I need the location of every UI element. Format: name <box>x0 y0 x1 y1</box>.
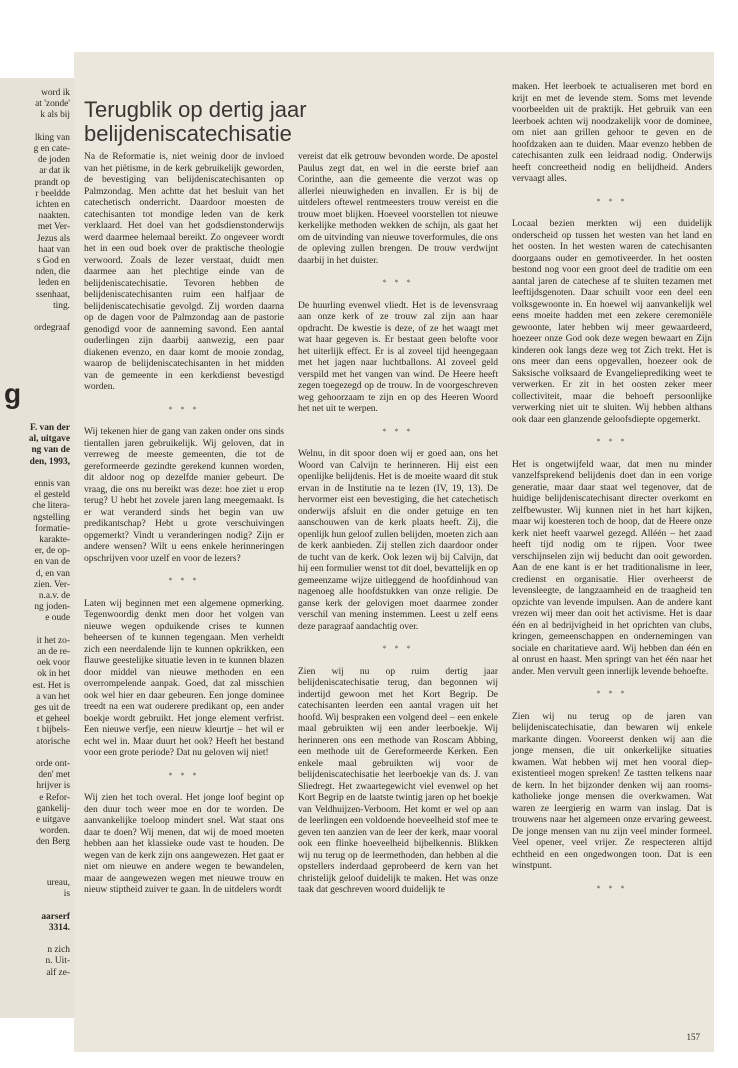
previous-page-line: den' met <box>38 770 70 781</box>
previous-page-line: de joden <box>37 155 70 166</box>
previous-page-line: k als bij <box>40 110 70 121</box>
previous-page-line: ordegraaf <box>34 323 70 334</box>
paragraph: Welnu, in dit spoor doen wij er goed aan, ons het Woord van Calvijn te herinneren. Hij eist een openlijke belijdenis. Het is de moeite waard dit stuk ervan in de Institutie na te lezen (IV, 19, 13). De hervormer eist een bevestiging, die het catechetisch onderwijs afsluit en die onder getuige en ten aanschouwen van de kerk plaats heeft. Zij, die openlijk hun geloof zullen belijden, moeten zich aan de kerk aanbieden. Zij stellen zich daardoor onder de tucht van de kerk. Ook lezen wij bij Calvijn, dat hij een formulier wenst tot dit doel, bevattelijk en op gemeenzame wijze uitleggend de hoofdinhoud van nagenoeg alle hoofdstukken van onze religie. De ganse kerk der gelovigen moet daarmee zonder verschil van mening instemmen. Leest u zelf eens deze paragraaf aandachtig over. <box>298 449 498 632</box>
previous-page-line: it het zo- <box>36 635 70 646</box>
previous-page-line: ichten en <box>35 200 70 210</box>
paragraph: maken. Het leerboek te actualiseren met bord en krijt en met de levende stem. Soms met levende voorbeelden uit de praktijk. Het gebruik van een leerboek achten wij noodzakelijk voor de dominee, om niet aan grillen gehoor te geven en de hoofdzaken aan te duiden. Maar evenzo hebben de catechisanten zulk een leidraad nodig. Onderwijs heeft concreetheid nodig en belijdheid. Anders vervaagt alles. <box>512 82 712 184</box>
article-column-1 <box>84 152 284 907</box>
section-separator: * * * <box>168 404 200 414</box>
previous-page-big-letter: g <box>4 378 22 409</box>
paragraph: Wij zien het toch overal. Het jonge loof begint op den duur toch weer moe en dor te worden. De aanvankelijke toeloop mindert snel. Wat staat ons daar te doen? Wij menen, dat wij de moed moeten hebben aan het klassieke oude vast te houden. De wegen van de kerk zijn ons aangewezen. Het gaat er niet om nieuwe en andere wegen te bewandelen, maar de aangewezen wegen met nieuwe trouw en nieuw stiptheid zuiver te gaan. In de uitdelers wordt <box>84 793 284 895</box>
previous-page-line: ges uit de <box>34 703 70 713</box>
section-separator: * * * <box>382 426 414 436</box>
previous-page-line: an de re- <box>37 647 70 657</box>
previous-page-line: ureau, <box>46 878 70 888</box>
previous-page-line: word ik <box>41 88 70 98</box>
previous-page-line: formatie- <box>35 523 70 534</box>
paragraph: De huurling evenwel vliedt. Het is de levensvraag aan onze kerk of ze trouw zal zijn aan haar opdracht. De kwestie is deze, of ze het waagt met wat haar gegeven is. Er bestaat geen belofte voor het uiterlijk effect. Er is al zoveel tijd heengegaan met het jagen naar luchtballons. Al zoveel geld verspild met het vangen van wind. De Heere heeft zegen toegezegd op de trouw. In de voorgeschreven weg gehoorzaam te zijn en op des Heeren Woord het net uit te werpen. <box>298 300 498 414</box>
paragraph: Na de Reformatie is, niet weinig door de invloed van het piëtisme, in de kerk gebruikelijk geworden, de bevestiging van belijdeniscatechisanten op Palmzondag. Men achtte dat het besluit van het catechetisch onderricht. Daardoor moesten de catechisanten tot mondige leden van de kerk verklaard. Het doel van het godsdienstonderwijs werd daarmee helemaal bereikt. Zo ongeveer wordt het in een oud boek over de praktische theologie verwoord. Zoals de lezer verstaat, duidt men daarmee aan het plechtige einde van de belijdeniscatechisatie. Tevoren hebben de belijdeniscatechisanten ruim een halfjaar de belijdeniscatechisatie gevolgd. Zij worden daarna op de dagen voor de Palmzondag aan de pastorie genodigd voor de aanneming savond. Een aantal ouderlingen zijn daarbij aanwezig, een paar diakenen evenzo, en daar komt de mooie zondag, waarop de belijdeniscatechisanten in het midden van de gemeente in een kerkdienst bevestigd worden. <box>84 152 284 392</box>
previous-page-line: ok in het <box>37 669 70 680</box>
previous-page-line: 3314. <box>48 922 70 933</box>
previous-page-line: et geheel <box>36 714 70 725</box>
article-title: Terugblik op dertig jaar belijdeniscatechisatie <box>84 97 307 146</box>
previous-page-line: naakten. <box>38 211 70 222</box>
previous-page-line: en van de <box>34 557 70 568</box>
previous-page-line: er, de op- <box>34 546 70 557</box>
previous-page-line: t bijbels- <box>36 725 70 736</box>
section-separator: * * * <box>596 689 628 698</box>
section-separator: * * * <box>382 278 414 287</box>
previous-page-line: aarserf <box>41 911 70 922</box>
previous-page-line: oek voor <box>36 658 70 669</box>
page-number: 157 <box>686 1032 700 1042</box>
previous-page-line: al, uitgave <box>28 434 70 445</box>
previous-page-line: ng van de <box>31 445 70 456</box>
previous-page-line: r beeldde <box>35 188 70 199</box>
previous-page-line: zien. Ver- <box>33 579 70 590</box>
paragraph: Het is ongetwijfeld waar, dat men nu minder vanzelfsprekend belijdenis doet dan in een vorige generatie, maar daar staat wel tegenover, dat de huidige belijdeniscatechisant directer overkomt en zelfbewuster. Wij kunnen niet in het hart kijken, maar wij koesteren toch de hoop, dat de Heere onze kerk niet heeft vaarwel gezegd. Alléén – het zaad heeft tijd nodig om te rijpen. Voor twee verschijnselen zijn wij beducht dan ooit geworden. Aan de ene kant is er het traditionalisme in leer, credienst en organisatie. Hier overheerst de levensleegte, de langzaamheid en de traagheid ten opzichte van levende impulsen. Aan de andere kant vrezen wij meer dan ooit het activisme. Het is daar één en al bedrijvigheid in het oprichten van clubs, kringen, gemeenschappen en ondernemingen van sociale en charitatieve aard. Wij hebben dan één en al onrust en haast. Men springt van het één naar het ander. Men vervult geen innerlijk levende behoefte. <box>512 459 712 677</box>
previous-page-line: den, 1993, <box>29 456 70 467</box>
previous-page-line: a van het <box>36 691 70 702</box>
previous-page-line: n zich <box>47 945 70 956</box>
previous-page-line: n.a.v. de <box>38 591 70 601</box>
previous-page-line: at 'zonde' <box>35 99 70 110</box>
previous-page-line: prandt op <box>34 177 70 188</box>
previous-page-line: ar dat ik <box>39 166 70 177</box>
article-column-2 <box>298 152 498 907</box>
previous-page-line: s God en <box>36 256 70 266</box>
article-page <box>74 52 714 1052</box>
paragraph: vereist dat elk getrouw bevonden worde. De apostel Paulus zegt dat, en wel in die eerste brief aan Corinthe, aan die gemeente die verzot was op allerlei nieuwigheden en invallen. Er is bij de uitdelers oftewel rentmeesters trouw vereist en die trouw moet blijken. Hoeveel voorstellen tot nieuwe kerkelijke methoden wekken de schijn, als gaat het om de uitvinding van nieuwe toverformules, die ons de opleving zullen brengen. De trouw verdwijnt daarbij in het duister. <box>298 152 498 266</box>
paragraph: Laten wij beginnen met een algemene opmerking. Tegenwoordig denkt men door het volgen van nieuwe wegen opduikende crises te kunnen beheersen of te kunnen tegengaan. Men verheldt zich een neerdalende lijn te kunnen opkrikken, een flauwe geestelijke situatie leven in te kunnen blazen door middel van nieuwe methoden en een overrompelende aanpak. Goed, dat zal misschien ook wel hier en daar gebeuren. Een jonge dominee treedt na een wat ouderere predikant op, een ander boekje wordt gebruikt. Het jonge element verfrist. Een nieuwe verfje, een nieuw kleurtje – het wil er echt wel in. Maar duurt het ook? Heeft het bestand voor een grote periode? Dat nu geloven wij niet! <box>84 598 284 758</box>
section-separator: * * * <box>168 770 200 780</box>
previous-page-line: hrijver is <box>36 781 70 792</box>
previous-page-line: el gesteld <box>34 490 70 501</box>
previous-page-line: nden, die <box>35 267 70 278</box>
previous-page-line: g en cate- <box>33 144 70 154</box>
previous-page-line: est. Het is <box>32 680 70 691</box>
paragraph: Zien wij nu terug op de jaren van belijdeniscatechisatie, dan bewaren wij enkele markante dingen. Vooreerst denken wij aan die jonge mensen, die uit onkerkelijke situaties kwamen. Wat hebben wij met hen vooral diep-existentieel mogen spreken! Ze tastten telkens naar de kern. In het bijzonder denken wij aan rooms-katholieke jonge mensen die overkwamen. Wat waren ze leergierig en warm van inslag. Dat is trouwens naar het algemeen onze ervaring geweest. De jonge mensen van nu zijn veel minder formeel. Veel opener, veel vrijer. Ze respecteren altijd echtheid en een ongedwongen toon. Dat is een winstpunt. <box>512 711 712 871</box>
previous-page-line: e Refor- <box>39 792 70 803</box>
previous-page-line: d, en van <box>35 568 70 579</box>
previous-page-line: ngstelling <box>33 512 70 523</box>
section-separator: * * * <box>596 437 628 446</box>
previous-page-line: Jezus als <box>36 233 70 244</box>
previous-page-line: den Berg <box>36 837 70 848</box>
previous-page-line: e uitgave <box>35 815 70 825</box>
section-separator: * * * <box>168 576 200 585</box>
paragraph: Zien wij nu op ruim dertig jaar belijdeniscatechisatie terug, dan begonnen wij indertijd gewoon met het Kort Begrip. De catechisanten leerden een aantal vragen uit het hoofd. Wij bespraken een volgend deel – een enkele maal gebruikten wij een ander leerboekje. Wij herinneren ons een methode van Roscam Abbing, een methode uit de Gereformeerde Kerken. Een enkele maal gebruikten wij voor de belijdeniscatechisatie het leerboekje van ds. J. van Sliedregt. Het zwaartegewicht viel evenwel op het Kort Begrip en de laatste twintig jaren op het boekje van Veldhuijzen-Verboom. Het komt er wel op aan de leerlingen een voldoende hoeveelheid stof mee te geven ten aanzien van de leer der kerk, maar vooral ook een flinke hoeveelheid bijbelkennis. Blikken wij nu terug op de leermethoden, dan hebben al die opstellers inderdaad geprobeerd de kern van het christelijk geloof duidelijk te maken. Het was onze taak dat geschreven woord duidelijk te <box>298 666 498 895</box>
previous-page-line: ng joden- <box>34 602 70 613</box>
previous-page-line: gankelij- <box>36 803 70 814</box>
paragraph: Wij tekenen hier de gang van zaken onder ons sinds tientallen jaren gebruikelijk. Wij geloven, dat in verreweg de meeste gemeenten, die tot de gereformeerde gezindte gerekend kunnen worden, dit aldoor nog op dezelfde manier gebeurt. De vraag, die ons nu bereikt was deze: hoe ziet u erop terug? U hebt het zovele jaren lang meegemaakt. Is er wat veranderd sinds het begin van uw predikantschap? Hebt u grote verschuivingen opgemerkt? Vindt u veranderingen nodig? Zijn er andere wensen? Wilt u eens enkele herinneringen opschrijven voor uzelf en voor de lezers? <box>84 427 284 564</box>
previous-page-line: F. van der <box>29 423 70 433</box>
previous-page-line: met Ver- <box>37 222 70 233</box>
section-separator: * * * <box>596 196 628 206</box>
article-column-3 <box>512 82 712 906</box>
paragraph: Locaal bezien merkten wij een duidelijk onderscheid op tussen het westen van het land en het oosten. In het westen waren de catechisanten doorgaans ouder en gemotiveerder. In het oosten bestond nog voor een groot deel de traditie om een aantal jaren de catechese af te sluiten tezamen met leeftijdsgenoten. Daar schuilt voor een deel een volksgewoonte in. En hoewel wij aanvankelijk wel eens moeite hadden met een zekere ceremoniële gewoonte, later hebben wij meer gewaardeerd, hoezeer onze God ook deze wegen bewaart en Zijn kinderen ook langs deze weg tot Zich trekt. Het is ons meer dan eens opgevallen, hoezeer ook de Saksische volksaard de Evangelieprediking weet te verwerken. Er zit in het oosten zeker meer collectiviteit, maar die behoeft persoonlijke verwerking niet uit te sluiten. Wij hebben althans ook daar een glanzende geloofsdiepte opgemerkt. <box>512 219 712 425</box>
previous-page-line: ting. <box>53 300 70 311</box>
previous-page-line: ennis van <box>34 479 70 489</box>
previous-page-line: n. Uit- <box>45 956 70 967</box>
previous-page-strip <box>0 78 75 1018</box>
page-margin <box>714 52 738 1052</box>
previous-page-line: ssenhaat, <box>35 289 70 300</box>
previous-page-line: worden. <box>39 826 70 837</box>
section-separator: * * * <box>596 883 628 893</box>
previous-page-line: alf ze- <box>46 967 70 978</box>
previous-page-line: orde ont- <box>35 759 70 769</box>
previous-page-line: karakte- <box>39 535 70 545</box>
previous-page-line: lking van <box>34 132 70 143</box>
previous-page-line: e oude <box>45 613 70 624</box>
previous-page-line: che litera- <box>32 501 70 512</box>
previous-page-line: is <box>63 889 70 900</box>
section-separator: * * * <box>382 644 414 653</box>
previous-page-line: atorische <box>36 736 70 747</box>
previous-page-line: leden en <box>38 278 70 289</box>
previous-page-line: haat van <box>38 244 70 255</box>
